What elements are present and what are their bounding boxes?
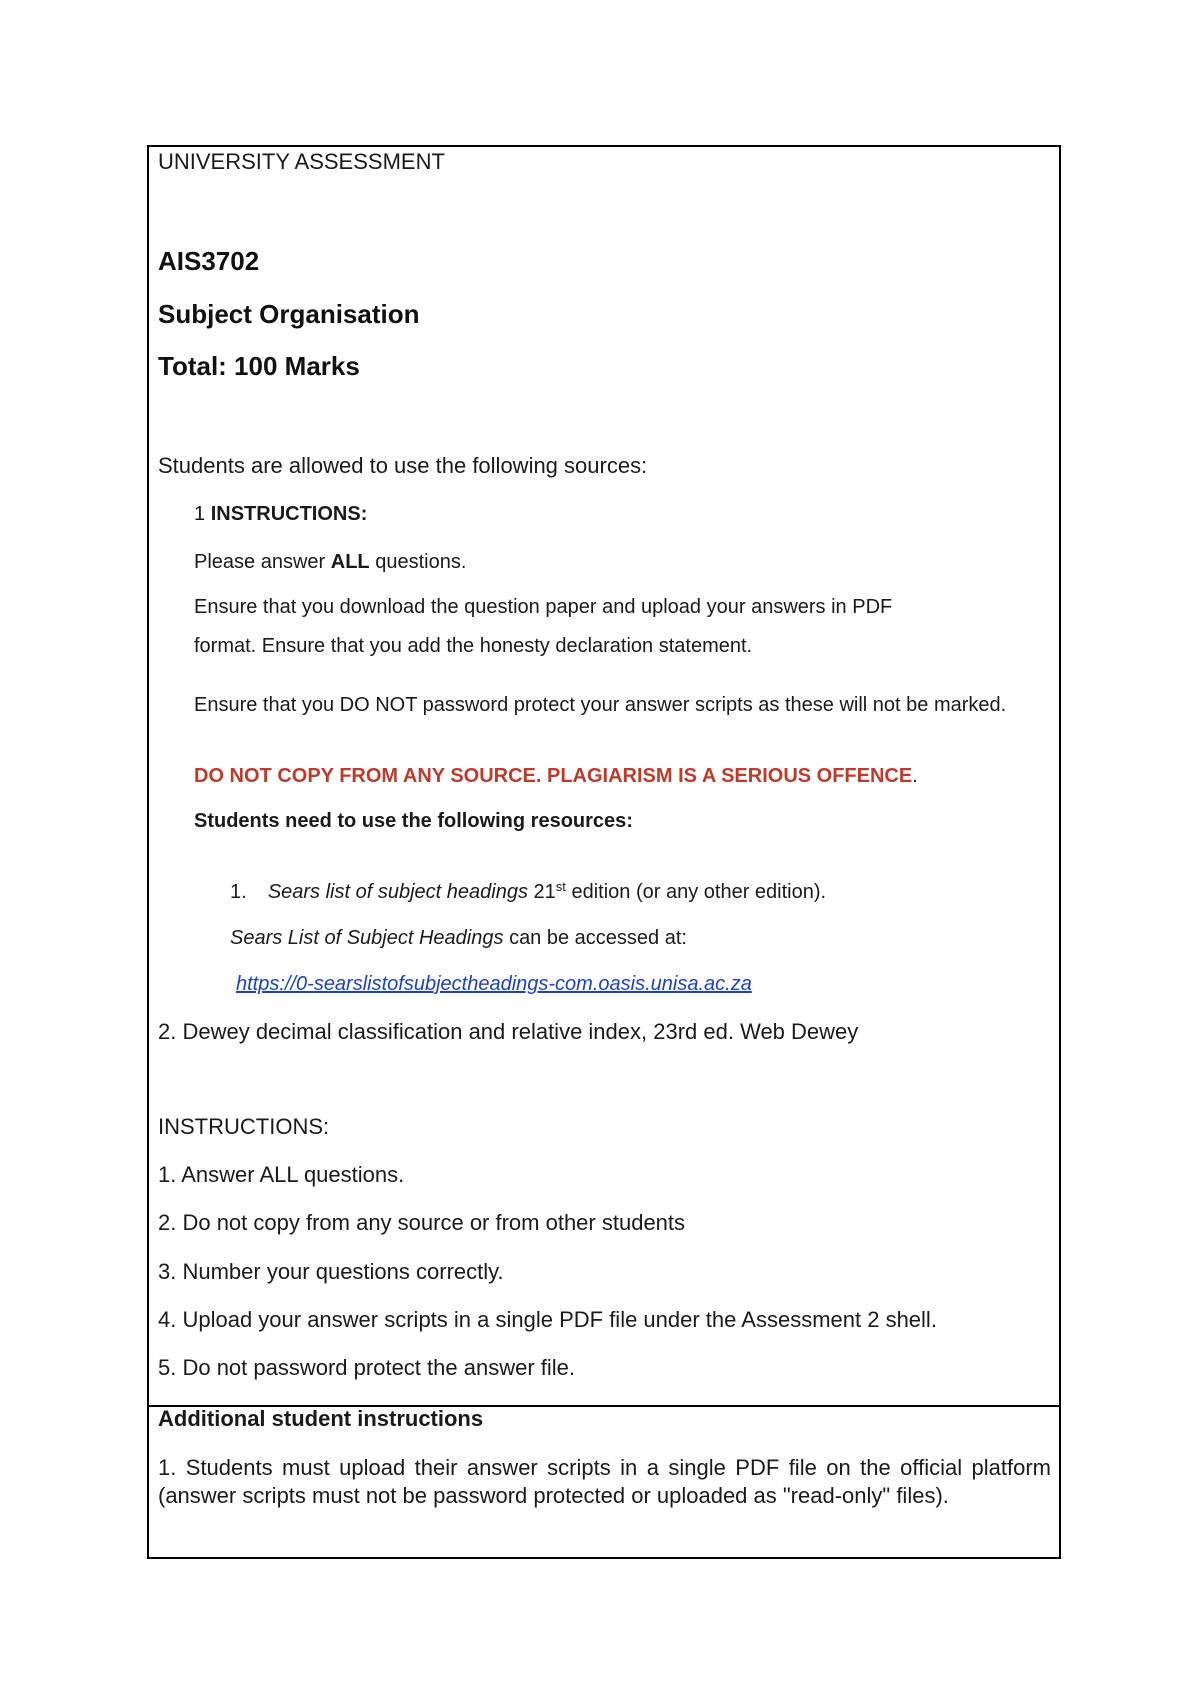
instructions-heading: INSTRUCTIONS: <box>210 503 368 525</box>
course-code: AIS3702 <box>158 246 260 276</box>
resource-item-1 <box>230 879 827 903</box>
plagiarism-warning: DO NOT COPY FROM ANY SOURCE. PLAGIARISM IS A SERIOUS OFFENCE <box>194 765 913 787</box>
instruction-item: 5. Do not password protect the answer file. <box>158 1355 575 1380</box>
instruction-item: 3. Number your questions correctly. <box>158 1259 504 1284</box>
instructions-number: 1 <box>194 503 206 525</box>
sources-intro: Students are allowed to use the following sources: <box>158 453 648 478</box>
answer-post: questions. <box>375 551 467 573</box>
access-title: Sears List of Subject Headings <box>230 927 504 949</box>
download-line-2: format. Ensure that you add the honesty declaration statement. <box>194 635 753 657</box>
instructions-heading-line <box>194 504 367 524</box>
additional-heading: Additional student instructions <box>158 1406 484 1431</box>
answer-all-line <box>194 552 466 572</box>
instruction-item: 4. Upload your answer scripts in a single PDF file under the Assessment 2 shell. <box>158 1307 937 1332</box>
resource-item-1-number: 1. <box>230 881 247 903</box>
download-line-1: Ensure that you download the question paper and upload your answers in PDF <box>194 596 893 618</box>
sears-link[interactable]: https://0-searslistofsubjectheadings-com.oasis.unisa.ac.za <box>236 973 752 995</box>
instruction-item: 1. Answer ALL questions. <box>158 1162 405 1187</box>
resource-item-2: 2. Dewey decimal classification and relative index, 23rd ed. Web Dewey <box>158 1019 859 1044</box>
resource-item-1-title: Sears list of subject headings <box>267 881 528 903</box>
resource-item-1-sup: st <box>555 879 566 894</box>
access-rest: can be accessed at: <box>509 927 687 949</box>
plagiarism-line <box>194 766 918 786</box>
assessment-label: UNIVERSITY ASSESSMENT <box>158 149 445 174</box>
instruction-item: 2. Do not copy from any source or from other students <box>158 1210 686 1235</box>
password-warning: Ensure that you DO NOT password protect your answer scripts as these will not be marked. <box>194 694 1007 716</box>
access-line <box>230 928 687 948</box>
course-name: Subject Organisation <box>158 299 420 329</box>
resource-item-1-rest: edition (or any other edition). <box>571 881 827 903</box>
resources-heading: Students need to use the following resources: <box>194 810 633 832</box>
instructions-list-heading: INSTRUCTIONS: <box>158 1114 330 1139</box>
answer-pre: Please answer <box>194 551 326 573</box>
total-marks: Total: 100 Marks <box>158 351 360 381</box>
answer-bold: ALL <box>330 551 370 573</box>
additional-text: 1. Students must upload their answer scripts in a single PDF file on the official platform (answer scripts must not be password protected or uploaded as "read-only" files). <box>158 1455 1051 1508</box>
plagiarism-period: . <box>912 765 918 787</box>
resource-item-1-edition: 21 <box>533 881 556 903</box>
